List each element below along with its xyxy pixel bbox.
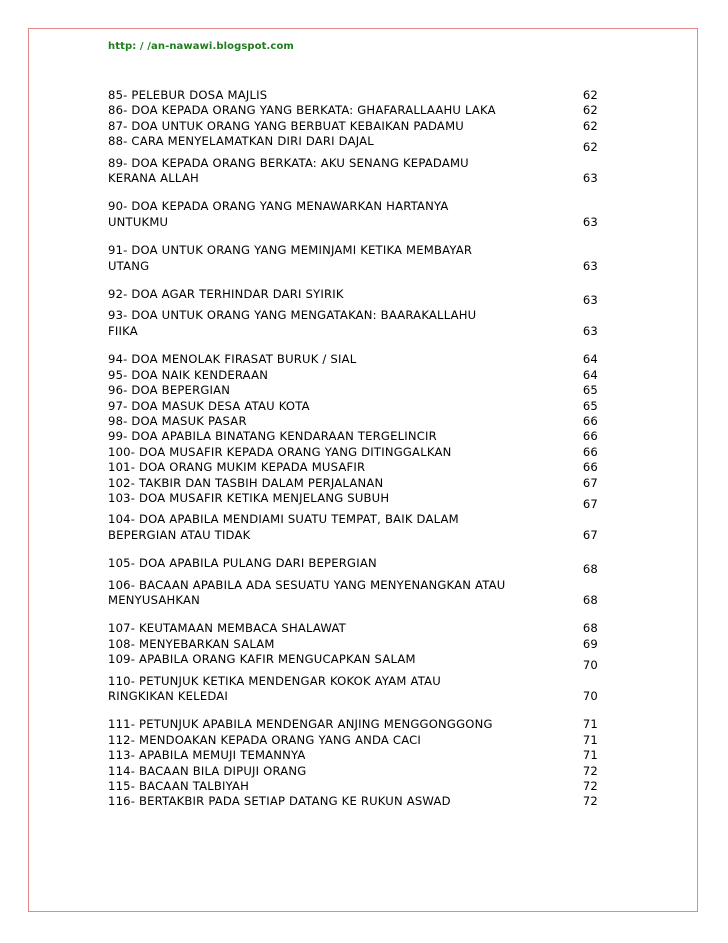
- toc-entry-title: 106- BACAAN APABILA ADA SESUATU YANG MENYENANGKAN ATAU MENYUSAHKAN: [108, 577, 506, 607]
- toc-entry: [108, 779, 598, 794]
- toc-entry-title: 102- TAKBIR DAN TASBIH DALAM PERJALANAN: [108, 475, 384, 490]
- toc-entry: [108, 199, 598, 230]
- toc-entry-title: 85- PELEBUR DOSA MAJLIS: [108, 88, 268, 102]
- toc-entry-page: 67: [582, 475, 598, 490]
- toc-entry-title: 111- PETUNJUK APABILA MENDENGAR ANJING MENGGONGGONG: [108, 717, 493, 732]
- toc-entry: [108, 156, 598, 187]
- toc-entry-page: 68: [582, 562, 598, 577]
- toc-entry-page: 66: [582, 413, 598, 428]
- toc-entry: [108, 119, 598, 134]
- toc-entry-title: 113- APABILA MEMUJI TEMANNYA: [108, 748, 306, 763]
- toc-entry-title: 107- KEUTAMAAN MEMBACA SHALAWAT: [108, 621, 346, 636]
- toc-entry: [108, 621, 598, 636]
- toc-entry-page: 62: [582, 118, 598, 133]
- table-of-contents: [108, 88, 598, 810]
- toc-entry-page: 70: [582, 689, 598, 703]
- toc-entry: [108, 287, 598, 308]
- toc-entry-page: 71: [582, 717, 598, 732]
- toc-entry: [108, 445, 598, 460]
- toc-entry-page: 66: [582, 429, 598, 444]
- toc-entry: [108, 429, 598, 444]
- toc-entry-page: 71: [582, 732, 598, 747]
- toc-entry: [108, 578, 598, 609]
- toc-entry-page: 63: [582, 293, 598, 308]
- toc-entry-title: 86- DOA KEPADA ORANG YANG BERKATA: GHAFARALLAAHU LAKA: [108, 103, 496, 118]
- toc-entry: [108, 637, 598, 652]
- toc-entry-title: 103- DOA MUSAFIR KETIKA MENJELANG SUBUH: [108, 490, 390, 505]
- toc-entry-title: 101- DOA ORANG MUKIM KEPADA MUSAFIR: [108, 460, 366, 475]
- toc-entry: [108, 399, 598, 414]
- toc-entry: [108, 414, 598, 429]
- toc-entry-page: 65: [582, 383, 598, 398]
- toc-entry: [108, 512, 598, 543]
- toc-entry-page: 64: [582, 367, 598, 382]
- toc-entry-page: 70: [582, 658, 598, 673]
- toc-entry: [108, 134, 598, 155]
- toc-entry-page: 62: [582, 88, 598, 102]
- toc-entry-title: 89- DOA KEPADA ORANG BERKATA: AKU SENANG KEPADAMU KERANA ALLAH: [108, 155, 469, 186]
- toc-entry-page: 68: [582, 592, 598, 607]
- toc-entry-page: 66: [582, 444, 598, 459]
- toc-entry-title: 98- DOA MASUK PASAR: [108, 413, 247, 428]
- toc-entry: [108, 103, 598, 118]
- toc-entry: [108, 794, 598, 809]
- toc-entry-title: 91- DOA UNTUK ORANG YANG MEMINJAMI KETIKA MEMBAYAR UTANG: [108, 243, 473, 273]
- toc-entry-title: 95- DOA NAIK KENDERAAN: [108, 367, 269, 382]
- toc-entry-page: 63: [582, 258, 598, 273]
- toc-entry-page: 67: [582, 527, 598, 542]
- toc-entry-page: 72: [582, 779, 598, 794]
- toc-entry-title: 104- DOA APABILA MENDIAMI SUATU TEMPAT, BAIK DALAM BEPERGIAN ATAU TIDAK: [108, 512, 459, 542]
- toc-entry-title: 93- DOA UNTUK ORANG YANG MENGATAKAN: BAARAKALLAHU FIIKA: [108, 308, 477, 338]
- toc-entry: [108, 460, 598, 475]
- toc-entry-page: 68: [582, 621, 598, 636]
- toc-entry: [108, 748, 598, 763]
- toc-entry-page: 72: [582, 794, 598, 809]
- toc-entry-page: 64: [582, 352, 598, 367]
- toc-entry: [108, 308, 598, 339]
- toc-entry: [108, 352, 598, 367]
- toc-entry: [108, 490, 598, 511]
- toc-entry-title: 97- DOA MASUK DESA ATAU KOTA: [108, 398, 310, 413]
- toc-entry-title: 112- MENDOAKAN KEPADA ORANG YANG ANDA CACI: [108, 732, 422, 747]
- toc-entry-title: 88- CARA MENYELAMATKAN DIRI DARI DAJAL: [108, 134, 374, 149]
- toc-entry-title: 94- DOA MENOLAK FIRASAT BURUK / SIAL: [108, 352, 357, 367]
- toc-entry: [108, 764, 598, 779]
- toc-entry-title: 114- BACAAN BILA DIPUJI ORANG: [108, 763, 307, 778]
- toc-entry: [108, 733, 598, 748]
- toc-entry: [108, 652, 598, 673]
- toc-entry-title: 92- DOA AGAR TERHINDAR DARI SYIRIK: [108, 287, 344, 302]
- toc-entry-page: 63: [582, 214, 598, 229]
- toc-entry: [108, 556, 598, 577]
- toc-entry-title: 96- DOA BEPERGIAN: [108, 383, 231, 398]
- toc-entry-title: 105- DOA APABILA PULANG DARI BEPERGIAN: [108, 556, 377, 571]
- toc-entry-page: 62: [582, 140, 598, 155]
- toc-entry: [108, 717, 598, 732]
- toc-entry-title: 116- BERTAKBIR PADA SETIAP DATANG KE RUKUN ASWAD: [108, 794, 451, 809]
- toc-entry: [108, 674, 598, 705]
- toc-entry-page: 67: [582, 496, 598, 511]
- toc-entry-title: 90- DOA KEPADA ORANG YANG MENAWARKAN HARTANYA UNTUKMU: [108, 199, 449, 229]
- toc-entry: [108, 88, 598, 103]
- toc-entry-title: 108- MENYEBARKAN SALAM: [108, 636, 275, 651]
- toc-entry-page: 62: [582, 103, 598, 118]
- toc-entry: [108, 383, 598, 398]
- toc-entry-page: 63: [582, 171, 598, 186]
- toc-entry-page: 65: [582, 398, 598, 413]
- toc-entry-title: 87- DOA UNTUK ORANG YANG BERBUAT KEBAIKAN PADAMU: [108, 118, 464, 133]
- toc-entry: [108, 476, 598, 491]
- toc-entry-page: 72: [582, 763, 598, 778]
- toc-entry-page: 66: [582, 460, 598, 475]
- toc-entry-title: 100- DOA MUSAFIR KEPADA ORANG YANG DITINGGALKAN: [108, 444, 452, 459]
- header-url: http: / /an-nawawi.blogspot.com: [108, 41, 294, 52]
- toc-entry: [108, 368, 598, 383]
- toc-entry: [108, 243, 598, 274]
- toc-entry-title: 99- DOA APABILA BINATANG KENDARAAN TERGELINCIR: [108, 429, 437, 444]
- toc-entry-title: 110- PETUNJUK KETIKA MENDENGAR KOKOK AYAM ATAU RINGKIKAN KELEDAI: [108, 673, 441, 703]
- toc-entry-page: 63: [582, 323, 598, 338]
- toc-entry-title: 109- APABILA ORANG KAFIR MENGUCAPKAN SALAM: [108, 652, 416, 667]
- toc-entry-page: 71: [582, 748, 598, 763]
- toc-entry-page: 69: [582, 636, 598, 651]
- toc-entry-title: 115- BACAAN TALBIYAH: [108, 779, 250, 794]
